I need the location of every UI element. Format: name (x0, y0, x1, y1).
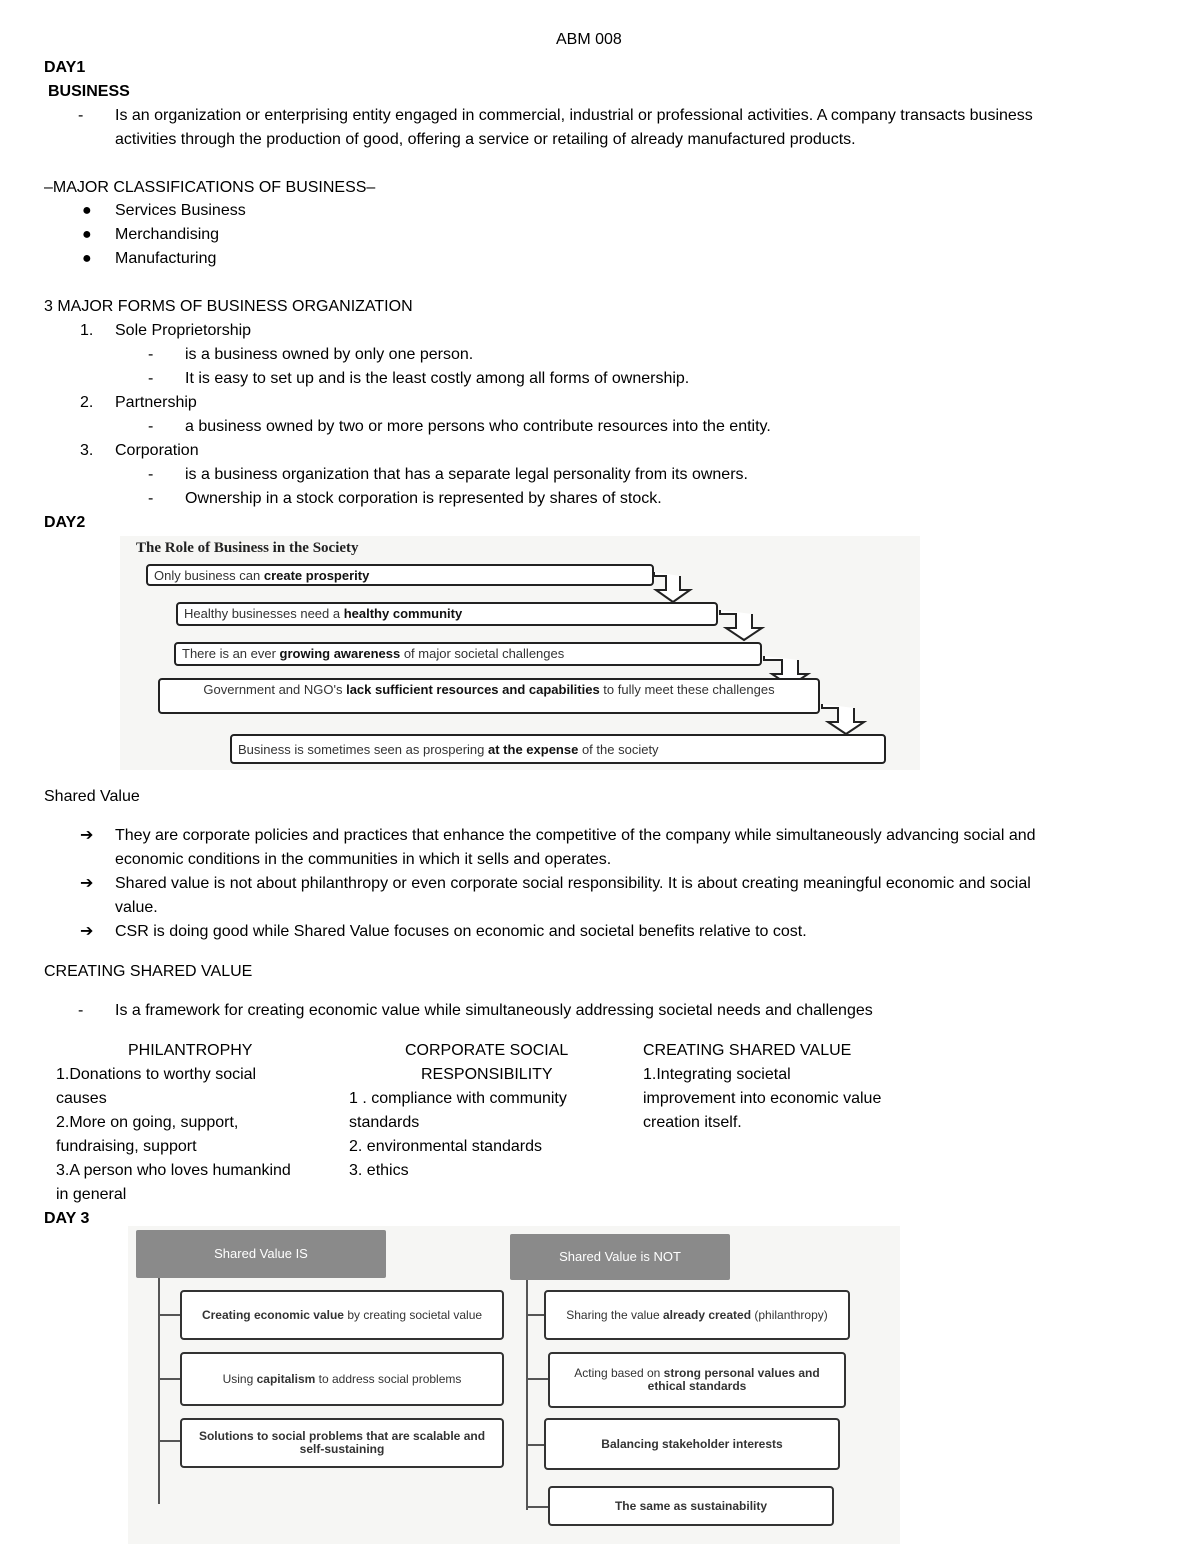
business-def-dash: - (78, 107, 84, 124)
down-arrow-icon (714, 608, 768, 642)
bullet-icon: ● (82, 202, 92, 219)
form-point: a business owned by two or more persons who contribute resources into the entity. (185, 418, 771, 435)
form-number: 1. (80, 322, 94, 339)
classifications-heading: –MAJOR CLASSIFICATIONS OF BUSINESS– (44, 179, 376, 196)
shared-value-not-item: The same as sustainability (548, 1486, 834, 1526)
form-point: It is easy to set up and is the least costly among all forms of ownership. (185, 370, 690, 387)
csv-heading: CREATING SHARED VALUE (44, 963, 253, 980)
dash: - (148, 490, 154, 507)
shared-value-point-cont: value. (115, 899, 158, 916)
forms-heading: 3 MAJOR FORMS OF BUSINESS ORGANIZATION (44, 298, 413, 315)
shared-value-point-cont: economic conditions in the communities in which it sells and operates. (115, 851, 612, 868)
day2-label: DAY2 (44, 514, 86, 531)
role-step-4: Government and NGO's lack sufficient resources and capabilities to fully meet these challenges (158, 678, 820, 714)
down-arrow-icon (648, 570, 694, 604)
col-philanthropy-line: fundraising, support (56, 1138, 197, 1155)
shared-value-is-item: Creating economic value by creating societal value (180, 1290, 504, 1340)
col-philanthropy-line: 3.A person who loves humankind (56, 1162, 291, 1179)
business-def-line2: activities through the production of good, offering a service or retailing of already manufactured products. (115, 131, 856, 148)
shared-value-is-item: Solutions to social problems that are scalable and self-sustaining (180, 1418, 504, 1468)
shared-value-heading: Shared Value (44, 788, 140, 805)
down-arrow-icon (816, 702, 872, 736)
document-title: ABM 008 (556, 31, 622, 48)
dash: - (148, 466, 154, 483)
day3-label: DAY 3 (44, 1210, 90, 1227)
connector-line (158, 1378, 180, 1380)
shared-value-point: CSR is doing good while Shared Value focuses on economic and societal benefits relative to cost. (115, 923, 807, 940)
shared-value-not-item: Sharing the value already created (philanthropy) (544, 1290, 850, 1340)
shared-value-point: They are corporate policies and practices that enhance the competitive of the company while simultaneously advancing social and (115, 827, 1036, 844)
col-csr-line: 2. environmental standards (349, 1138, 542, 1155)
col-philanthropy-line: in general (56, 1186, 127, 1203)
classification-item: Services Business (115, 202, 246, 219)
connector-line (526, 1506, 548, 1508)
day1-label: DAY1 (44, 59, 86, 76)
form-name: Sole Proprietorship (115, 322, 252, 339)
connector-line (158, 1440, 180, 1442)
role-step-3: There is an ever growing awareness of major societal challenges (174, 642, 762, 666)
dash: - (148, 418, 154, 435)
form-number: 3. (80, 442, 94, 459)
col-philanthropy-line: causes (56, 1090, 107, 1107)
bullet-icon: ● (82, 250, 92, 267)
col-csv-line: creation itself. (643, 1114, 742, 1131)
connector-line (526, 1314, 544, 1316)
shared-value-not-item: Balancing stakeholder interests (544, 1418, 840, 1470)
bullet-icon: ● (82, 226, 92, 243)
csv-definition: Is a framework for creating economic value while simultaneously addressing societal needs and challenges (115, 1002, 873, 1019)
role-step-1: Only business can create prosperity (146, 564, 654, 586)
col-philanthropy-line: 1.Donations to worthy social (56, 1066, 257, 1083)
form-point: Ownership in a stock corporation is represented by shares of stock. (185, 490, 662, 507)
shared-value-is-header: Shared Value IS (136, 1230, 386, 1278)
col-csr-line: 1 . compliance with community (349, 1090, 567, 1107)
connector-line (158, 1314, 180, 1316)
business-heading: BUSINESS (48, 83, 130, 100)
connector-line (526, 1378, 548, 1380)
col-philanthropy-line: 2.More on going, support, (56, 1114, 239, 1131)
connector-line (158, 1278, 160, 1504)
form-number: 2. (80, 394, 94, 411)
arrow-bullet-icon: ➔ (80, 875, 94, 892)
role-step-5: Business is sometimes seen as prospering at the expense of the society (230, 734, 886, 764)
figure-title: The Role of Business in the Society (136, 540, 359, 556)
col-csr-line: standards (349, 1114, 420, 1131)
shared-value-not-header: Shared Value is NOT (510, 1234, 730, 1280)
col-csr-header: RESPONSIBILITY (421, 1066, 553, 1083)
col-csv-header: CREATING SHARED VALUE (643, 1042, 852, 1059)
arrow-bullet-icon: ➔ (80, 827, 94, 844)
shared-value-is-not-figure (128, 1226, 900, 1544)
dash: - (148, 346, 154, 363)
role-of-business-figure (120, 536, 920, 770)
arrow-bullet-icon: ➔ (80, 923, 94, 940)
form-point: is a business organization that has a separate legal personality from its owners. (185, 466, 748, 483)
form-name: Partnership (115, 394, 197, 411)
form-name: Corporation (115, 442, 199, 459)
col-csr-header: CORPORATE SOCIAL (405, 1042, 569, 1059)
shared-value-not-item: Acting based on strong personal values and ethical standards (548, 1352, 846, 1408)
col-csr-line: 3. ethics (349, 1162, 409, 1179)
col-csv-line: improvement into economic value (643, 1090, 882, 1107)
form-point: is a business owned by only one person. (185, 346, 474, 363)
col-philanthropy-header: PHILANTROPHY (128, 1042, 253, 1059)
shared-value-point: Shared value is not about philanthropy or even corporate social responsibility. It is about creating meaningful economic and social (115, 875, 1031, 892)
shared-value-is-item: Using capitalism to address social problems (180, 1352, 504, 1406)
business-def-line1: Is an organization or enterprising entity engaged in commercial, industrial or professional activities. A company transacts business (115, 107, 1033, 124)
classification-item: Manufacturing (115, 250, 217, 267)
dash: - (148, 370, 154, 387)
col-csv-line: 1.Integrating societal (643, 1066, 791, 1083)
classification-item: Merchandising (115, 226, 220, 243)
role-step-2: Healthy businesses need a healthy community (176, 602, 718, 626)
csv-dash: - (78, 1002, 84, 1019)
connector-line (526, 1444, 544, 1446)
